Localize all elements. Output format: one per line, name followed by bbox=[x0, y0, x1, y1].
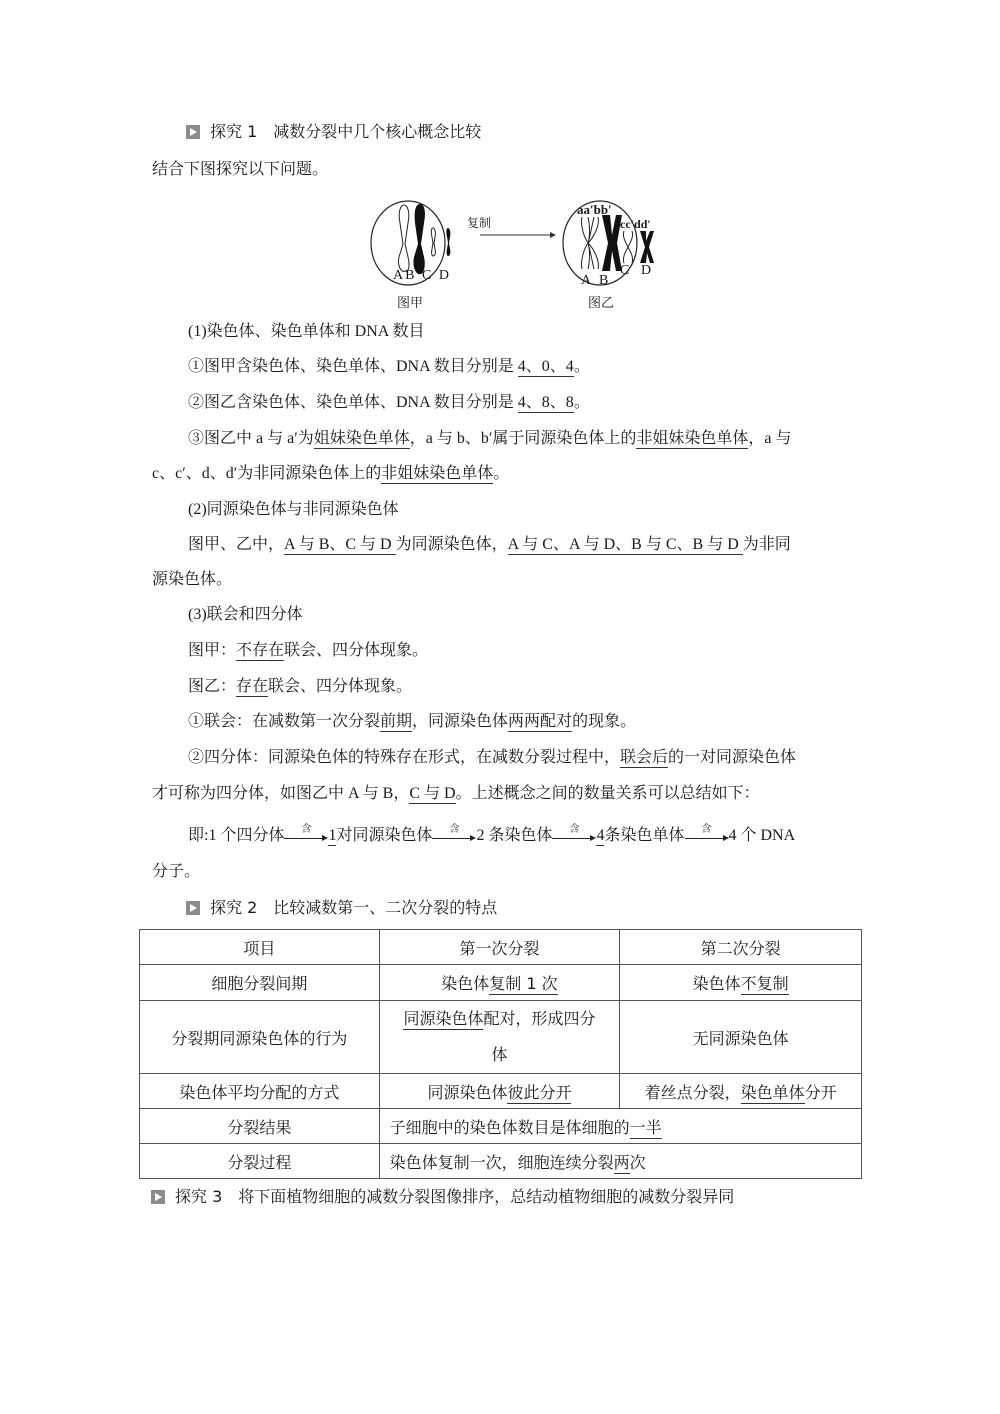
replication-arrow-head bbox=[550, 232, 556, 238]
cell: 无同源染色体 bbox=[620, 1001, 862, 1074]
answer: 姐妹染色单体 bbox=[313, 430, 410, 447]
cell: 染色体不复制 bbox=[620, 965, 862, 1001]
labels-jia: AB C D bbox=[393, 268, 451, 283]
cell: 同源染色体彼此分开 bbox=[379, 1074, 620, 1109]
cell: 染色体复制 1 次 bbox=[379, 965, 620, 1001]
answer: 存在 bbox=[236, 678, 269, 695]
contains-arrow: 含 bbox=[432, 826, 476, 846]
section3-title: 探究 3 将下面植物细胞的减数分裂图像排序，总结动植物细胞的减数分裂异同 bbox=[175, 1187, 735, 1206]
answer: 4、0、4 bbox=[517, 358, 574, 375]
caption-yi: 图乙 bbox=[588, 296, 615, 311]
arrow-label-replicate: 复制 bbox=[467, 216, 492, 230]
chromosome-b-yi bbox=[602, 215, 622, 271]
answer: 两两配对 bbox=[508, 713, 573, 730]
chromosome-c-jia bbox=[431, 228, 435, 256]
labels-yi-top-1: aa′bb′ bbox=[577, 202, 612, 217]
answer: 1 bbox=[328, 827, 337, 844]
chromosome-b-jia bbox=[413, 204, 424, 274]
section2-title: 探究 2 比较减数第一、二次分裂的特点 bbox=[210, 898, 498, 917]
answer: 非姐妹染色单体 bbox=[636, 430, 749, 447]
contains-arrow: 含 bbox=[685, 826, 729, 846]
answer: 前期 bbox=[380, 713, 413, 730]
play-square-icon bbox=[151, 1190, 165, 1204]
yi-line: 图乙：存在联会、四分体现象。 bbox=[188, 678, 413, 695]
item2: ②图乙含染色体、染色单体、DNA 数目分别是 4、8、8。 bbox=[188, 394, 590, 411]
label-yi-d: D bbox=[641, 263, 652, 278]
answer: 不存在 bbox=[236, 642, 285, 659]
answer: 联会后 bbox=[620, 749, 669, 766]
sifenti-line1: ②四分体：同源染色体的特殊存在形式，在减数分裂过程中，联会后的一对同源染色体 bbox=[188, 749, 797, 766]
play-square-icon bbox=[186, 901, 200, 915]
sub2-line1: 图甲、乙中，A 与 B、C 与 D 为同源染色体，A 与 C、A 与 D、B 与 C、B 与 D 为非同 bbox=[188, 536, 791, 553]
sub1-title: (1)染色体、染色单体和 DNA 数目 bbox=[188, 323, 425, 340]
caption-jia: 图甲 bbox=[397, 296, 424, 311]
item3-line2: c、c′、d、d′为非同源染色体上的非姐妹染色单体。 bbox=[152, 465, 510, 482]
play-square-icon bbox=[186, 125, 200, 139]
answer: 非姐妹染色单体 bbox=[381, 465, 494, 482]
table-header-row bbox=[140, 930, 862, 965]
label-yi-c: C bbox=[620, 263, 630, 278]
chromosome-diagram bbox=[370, 195, 670, 313]
section1-title: 探究 1 减数分裂中几个核心概念比较 bbox=[210, 122, 482, 141]
cell: 着丝点分裂，染色单体分开 bbox=[620, 1074, 862, 1109]
label-yi-b: B bbox=[599, 273, 609, 288]
chromosome-a-yi bbox=[581, 217, 598, 269]
item3-line1: ③图乙中 a 与 a′为姐妹染色单体，a 与 b、b′属于同源染色体上的非姐妹染色单体，a 与 bbox=[188, 430, 792, 447]
section2-heading bbox=[186, 898, 497, 918]
jia-line: 图甲：不存在联会、四分体现象。 bbox=[188, 642, 429, 659]
section1-intro: 结合下图探究以下问题。 bbox=[152, 159, 329, 178]
chromosome-d-yi bbox=[640, 231, 654, 263]
section1-heading bbox=[186, 122, 481, 142]
merged-cell: 子细胞中的染色体数目是体细胞的一半 bbox=[379, 1109, 861, 1144]
table-row bbox=[140, 1074, 862, 1109]
table-row bbox=[140, 1001, 862, 1074]
chromosome-a-jia bbox=[398, 205, 409, 271]
contains-arrow: 含 bbox=[552, 826, 596, 846]
cell: 同源染色体配对，形成四分 体 bbox=[379, 1001, 620, 1074]
table-row bbox=[140, 1109, 862, 1144]
merged-cell: 染色体复制一次，细胞连续分裂两次 bbox=[379, 1144, 861, 1179]
sifenti-line2: 才可称为四分体，如图乙中 A 与 B，C 与 D。上述概念之间的数量关系可以总结如下： bbox=[152, 785, 760, 802]
header-cell: 项目 bbox=[140, 930, 380, 965]
chromosome-d-jia bbox=[446, 228, 450, 256]
sub2-title: (2)同源染色体与非同源染色体 bbox=[188, 501, 399, 518]
row-label: 分裂结果 bbox=[140, 1109, 380, 1144]
answer: 4、8、8 bbox=[517, 394, 574, 411]
label-yi-a: A bbox=[581, 273, 592, 288]
answer: C 与 D bbox=[409, 785, 456, 802]
header-cell: 第二次分裂 bbox=[620, 930, 862, 965]
sub3-title: (3)联会和四分体 bbox=[188, 606, 303, 623]
lianhui-line: ①联会：在减数第一次分裂前期，同源染色体两两配对的现象。 bbox=[188, 713, 637, 730]
contains-arrow: 含 bbox=[284, 826, 328, 846]
row-label: 分裂期同源染色体的行为 bbox=[140, 1001, 380, 1074]
item1: ①图甲含染色体、染色单体、DNA 数目分别是 4、0、4。 bbox=[188, 358, 590, 375]
comparison-table bbox=[139, 929, 862, 1179]
answer: A 与 B、C 与 D bbox=[284, 536, 396, 553]
table-row bbox=[140, 1144, 862, 1179]
labels-yi-top-2: cc′dd′ bbox=[620, 217, 651, 231]
header-cell: 第一次分裂 bbox=[379, 930, 620, 965]
section3-heading bbox=[151, 1187, 734, 1207]
answer: 4 bbox=[596, 827, 605, 844]
quantity-chain: 即:1 个四分体 含 1对同源染色体 含 2 条染色体 含 4条染色单体 含 4 个 DNA bbox=[188, 824, 796, 844]
table-row bbox=[140, 965, 862, 1001]
sub2-line2: 源染色体。 bbox=[152, 571, 233, 588]
row-label: 染色体平均分配的方式 bbox=[140, 1074, 380, 1109]
answer: A 与 C、A 与 D、B 与 C、B 与 D bbox=[507, 536, 743, 553]
chromosome-c-yi bbox=[623, 231, 632, 263]
chain-end: 分子。 bbox=[152, 863, 201, 880]
row-label: 分裂过程 bbox=[140, 1144, 380, 1179]
row-label: 细胞分裂间期 bbox=[140, 965, 380, 1001]
